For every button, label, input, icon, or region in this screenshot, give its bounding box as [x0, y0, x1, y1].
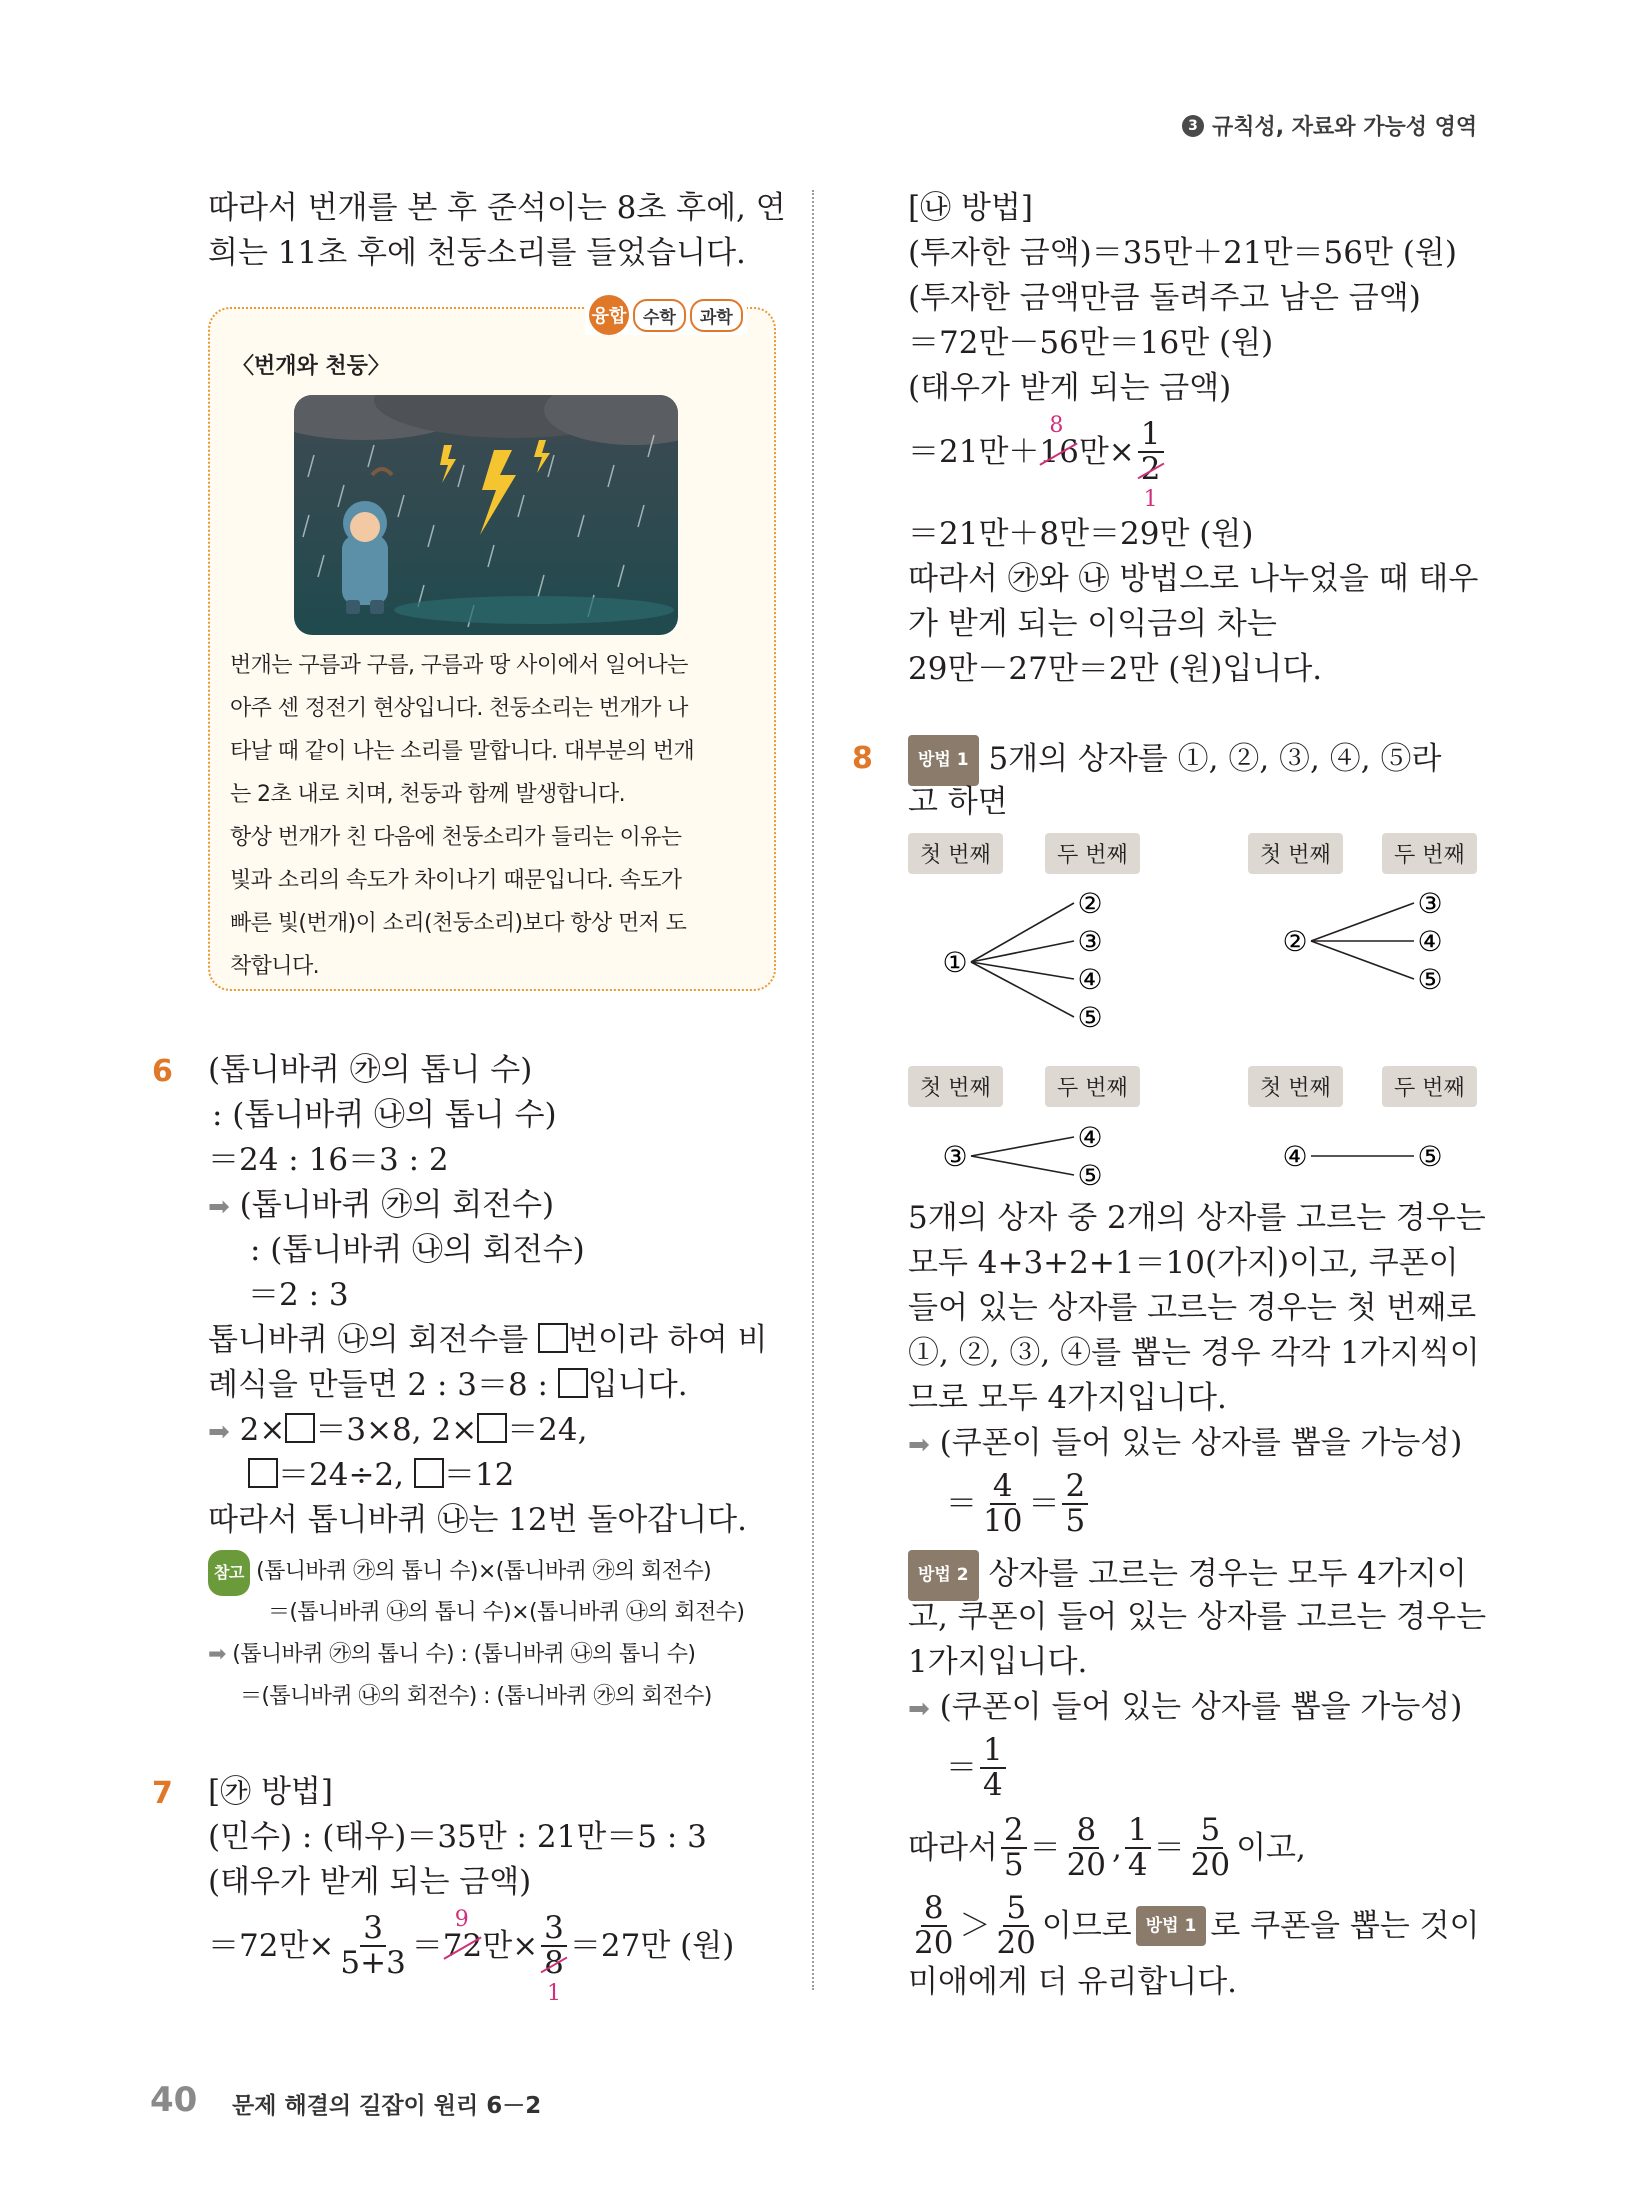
q8-para-2: 모두 4+3+2+1＝10(가지)이고, 쿠폰이 — [908, 1245, 1459, 1281]
q8-conclusion-1-text: 따라서 — [908, 1829, 998, 1866]
equals: ＝ — [1153, 1829, 1185, 1866]
tree-branch — [971, 903, 1074, 962]
tag-math: 수학 — [633, 299, 686, 332]
q7b-line-8: 가 받게 되는 이익금의 차는 — [908, 606, 1277, 642]
fraction — [1001, 1814, 1027, 1881]
tree-branch — [971, 941, 1074, 962]
fraction-denominator: 10 — [983, 1502, 1023, 1539]
q7b-eq-part-1: ＝21만＋ — [908, 433, 1040, 470]
tree-leaf: ④ — [1417, 925, 1443, 958]
tree-leaf: ② — [1077, 887, 1103, 920]
fraction — [1064, 1814, 1109, 1881]
box-line: 타날 때 같이 나는 소리를 말합니다. 대부분의 번개 — [230, 739, 695, 764]
arrow-icon: ➡ — [208, 1417, 230, 1447]
fraction-denominator: 4 — [983, 1766, 1003, 1803]
tree-leaf: ④ — [1077, 1121, 1103, 1154]
tree-root: ④ — [1282, 1140, 1308, 1173]
fraction-denominator: 8 — [541, 1947, 567, 1980]
fraction — [1188, 1814, 1233, 1881]
q8-conclusion-3: 미애에게 더 유리합니다. — [908, 1964, 1238, 2000]
q8-intro-1-text: 5개의 상자를 ①, ②, ③, ④, ⑤라 — [988, 741, 1442, 777]
intro-line-2: 희는 11초 후에 천둥소리를 들었습니다. — [208, 235, 746, 271]
fraction — [993, 1892, 1038, 1959]
tree-leaf: ③ — [1417, 887, 1443, 920]
box-line: 빠른 빛(번개)이 소리(천둥소리)보다 항상 먼저 도 — [230, 911, 687, 936]
tree-2-col-first: 첫 번째 — [1248, 833, 1343, 874]
fraction-denominator: 20 — [914, 1924, 954, 1961]
q7b-line-2: (투자한 금액)＝35만＋21만＝56만 (원) — [908, 235, 1457, 271]
q8-conclusion-2 — [908, 1892, 1479, 1959]
fraction-numerator: 5 — [1197, 1814, 1223, 1849]
section-title: 규칙성, 자료와 가능성 영역 — [1212, 115, 1478, 140]
fraction-numerator: 1 — [1138, 418, 1164, 453]
q6-line-9-c: ＝24, — [507, 1412, 588, 1448]
tree-branch — [1311, 903, 1414, 941]
q8-para-6 — [908, 1421, 1462, 1468]
cancelled-value: 16 — [1039, 433, 1079, 470]
fraction-denominator: 20 — [1190, 1846, 1231, 1883]
q6-line-10-b: ＝12 — [443, 1457, 515, 1493]
arrow-icon: ➡ — [208, 1192, 230, 1222]
box-line: 착합니다. — [230, 954, 320, 979]
fraction-numerator: 4 — [990, 1470, 1016, 1505]
fraction-numerator: 8 — [1073, 1814, 1099, 1849]
cancel-result: 8 — [1049, 412, 1064, 438]
tree-1-col-first: 첫 번째 — [908, 833, 1003, 874]
fraction-denominator: 4 — [1127, 1846, 1148, 1883]
q8-conclusion-1 — [908, 1814, 1306, 1881]
question-number-7: 7 — [152, 1776, 173, 1811]
q6-line-7-b: 번이라 하여 비 — [568, 1322, 768, 1358]
fraction-numerator: 2 — [1001, 1814, 1027, 1849]
method-1-badge: 방법 1 — [1136, 1906, 1207, 1946]
tree-root: ① — [942, 946, 968, 979]
q6-line-9-a: 2× — [239, 1412, 286, 1448]
tree-branch — [971, 1156, 1074, 1175]
q8-conclusion-2-b: 로 쿠폰을 뽑는 것이 — [1210, 1907, 1480, 1944]
q7-eq-part-3: 만× — [482, 1927, 539, 1964]
tree-leaf: ④ — [1077, 963, 1103, 996]
q8-probability-b — [946, 1734, 1009, 1801]
q7b-line-4: ＝72만－56만＝16만 (원) — [908, 325, 1274, 361]
fraction — [1125, 1814, 1151, 1881]
method-1-badge: 방법 1 — [908, 735, 979, 786]
tree-leaf: ⑤ — [1077, 1001, 1103, 1034]
fraction-numerator: 1 — [1125, 1814, 1151, 1849]
tree-root: ② — [1282, 925, 1308, 958]
q6-line-8-a: 례식을 만들면 2 : 3＝8 : — [208, 1367, 558, 1403]
q7b-line-1: [㉯ 방법] — [908, 190, 1033, 226]
tree-leaf: ⑤ — [1417, 963, 1443, 996]
q8-para-3: 들어 있는 상자를 고르는 경우는 첫 번째로 — [908, 1290, 1477, 1326]
tree-branch — [1311, 941, 1414, 979]
equals: ＝ — [946, 1749, 977, 1786]
fraction-numerator: 2 — [1062, 1470, 1088, 1505]
q8-intro-2: 고 하면 — [908, 784, 1008, 820]
tree-branch — [971, 1137, 1074, 1156]
question-number-8: 8 — [852, 741, 873, 776]
tree-2-col-second: 두 번째 — [1382, 833, 1477, 874]
note-text-3: (톱니바퀴 ㉮의 톱니 수) : (톱니바퀴 ㉯의 톱니 수) — [232, 1642, 696, 1667]
cancel-result: 1 — [1143, 487, 1158, 512]
fraction-denominator: 20 — [996, 1924, 1036, 1961]
fraction-denominator: 5+3 — [340, 1944, 406, 1981]
q8-para-1: 5개의 상자 중 2개의 상자를 고르는 경우는 — [908, 1200, 1486, 1236]
q8-probability-a — [946, 1470, 1091, 1537]
question-number-6: 6 — [152, 1054, 173, 1089]
q7b-line-5: (태우가 받게 되는 금액) — [908, 370, 1232, 406]
greater-than: ＞ — [959, 1907, 991, 1944]
q8-para-6-text: (쿠폰이 들어 있는 상자를 뽑을 가능성) — [939, 1425, 1463, 1461]
equals: ＝ — [1029, 1829, 1061, 1866]
q8-method2-text-4: (쿠폰이 들어 있는 상자를 뽑을 가능성) — [939, 1689, 1463, 1725]
fraction-numerator: 3 — [541, 1912, 567, 1947]
fraction — [911, 1892, 956, 1959]
q6-line-7-a: 톱니바퀴 ㉯의 회전수를 — [208, 1322, 539, 1358]
equals: ＝ — [946, 1485, 977, 1522]
note-text-1: (톱니바퀴 ㉮의 톱니 수)×(톱니바퀴 ㉮의 회전수) — [256, 1559, 712, 1584]
cancel-result: 1 — [547, 1981, 562, 2006]
fraction-numerator: 3 — [360, 1912, 386, 1947]
q6-line-11: 따라서 톱니바퀴 ㉯는 12번 돌아갑니다. — [208, 1502, 747, 1538]
tree-leaf: ⑤ — [1417, 1140, 1443, 1173]
intro-line-1: 따라서 번개를 본 후 준석이는 8초 후에, 연 — [208, 190, 786, 226]
q6-line-1: (톱니바퀴 ㉮의 톱니 수) — [208, 1052, 533, 1088]
tree-3-col-second: 두 번째 — [1045, 1066, 1140, 1107]
q6-line-2: : (톱니바퀴 ㉯의 톱니 수) — [212, 1097, 557, 1133]
fraction — [1062, 1470, 1088, 1537]
method-2-badge: 방법 2 — [908, 1550, 979, 1601]
note-line-4: ＝(톱니바퀴 ㉯의 회전수) : (톱니바퀴 ㉮의 회전수) — [240, 1684, 712, 1709]
q8-method2-line-4 — [908, 1685, 1462, 1732]
q7b-line-3: (투자한 금액만큼 돌려주고 남은 금액) — [908, 280, 1421, 316]
q6-line-4-text: (톱니바퀴 ㉮의 회전수) — [239, 1187, 555, 1223]
cancel-result: 9 — [454, 1906, 469, 1932]
q7-line-3: (태우가 받게 되는 금액) — [208, 1864, 532, 1900]
fusion-badge: 융합 — [589, 295, 629, 335]
arrow-icon: ➡ — [908, 1694, 930, 1724]
comma: , — [1112, 1829, 1122, 1866]
note-line-2: ＝(톱니바퀴 ㉯의 톱니 수)×(톱니바퀴 ㉯의 회전수) — [268, 1600, 745, 1625]
tag-science: 과학 — [690, 299, 743, 332]
q7-eq-part-2: ＝ — [411, 1927, 443, 1964]
q7b-eq-part-2: 만× — [1078, 433, 1135, 470]
page-footer-title: 문제 해결의 길잡이 원리 6－2 — [232, 2093, 542, 2119]
fraction-numerator: 1 — [980, 1734, 1006, 1769]
tree-root: ③ — [942, 1140, 968, 1173]
box-line: 번개는 구름과 구름, 구름과 땅 사이에서 일어나는 — [230, 653, 688, 678]
note-badge: 참고 — [208, 1550, 250, 1596]
fraction — [980, 1470, 1025, 1537]
q8-method2-text-1: 상자를 고르는 경우는 모두 4가지이 — [988, 1556, 1467, 1592]
box-line: 는 2초 내로 치며, 천둥과 함께 발생합니다. — [230, 782, 625, 807]
q7b-line-6: ＝21만＋8만＝29만 (원) — [908, 516, 1254, 552]
q7-line-1: [㉮ 방법] — [208, 1774, 333, 1810]
q8-para-5: 므로 모두 4가지입니다. — [908, 1380, 1227, 1416]
box-title: 〈번개와 천둥〉 — [232, 354, 390, 379]
fraction-numerator: 5 — [1003, 1892, 1029, 1927]
arrow-icon: ➡ — [908, 1430, 930, 1460]
q6-line-6: ＝2 : 3 — [248, 1277, 349, 1313]
arrow-icon: ➡ — [208, 1642, 226, 1667]
q8-conclusion-2-a: 이므로 — [1041, 1907, 1132, 1944]
tree-4-col-first: 첫 번째 — [1248, 1066, 1343, 1107]
q8-conclusion-1-end: 이고, — [1236, 1829, 1306, 1866]
fraction-denominator: 2 — [1138, 453, 1164, 486]
tree-3-col-first: 첫 번째 — [908, 1066, 1003, 1107]
fraction — [980, 1734, 1006, 1801]
q8-para-4: ①, ②, ③, ④를 뽑는 경우 각각 1가지씩이 — [908, 1335, 1480, 1371]
fraction-denominator: 20 — [1066, 1846, 1107, 1883]
equals: ＝ — [1028, 1485, 1060, 1522]
fraction-denominator: 5 — [1065, 1502, 1086, 1539]
fraction-denominator: 5 — [1003, 1846, 1024, 1883]
tree-1-col-second: 두 번째 — [1045, 833, 1140, 874]
box-line: 빛과 소리의 속도가 차이나기 때문입니다. 속도가 — [230, 868, 682, 893]
section-number-badge: 3 — [1182, 115, 1204, 137]
box-line: 항상 번개가 친 다음에 천둥소리가 들리는 이유는 — [230, 825, 682, 850]
q8-method2-line-1 — [908, 1550, 1467, 1601]
q7-eq-part-4: ＝27만 (원) — [569, 1927, 735, 1964]
page-number: 40 — [150, 2080, 198, 2120]
q6-line-5: : (톱니바퀴 ㉯의 회전수) — [250, 1232, 585, 1268]
tree-4-col-second: 두 번째 — [1382, 1066, 1477, 1107]
q6-line-10-a: ＝24÷2, — [278, 1457, 414, 1493]
tree-leaf: ⑤ — [1077, 1159, 1103, 1192]
q7b-line-7: 따라서 ㉮와 ㉯ 방법으로 나누었을 때 태우 — [908, 561, 1479, 597]
q7-eq-part-1: ＝72만× — [208, 1927, 335, 1964]
box-line: 아주 센 정전기 현상입니다. 천둥소리는 번개가 나 — [230, 696, 688, 721]
fraction-numerator: 8 — [921, 1892, 947, 1927]
q6-line-8-b: 입니다. — [587, 1367, 688, 1403]
q7b-line-9: 29만－27만＝2만 (원)입니다. — [908, 651, 1323, 687]
cancelled-value: 72 — [442, 1927, 483, 1964]
q6-line-3: ＝24 : 16＝3 : 2 — [208, 1142, 449, 1178]
q6-line-9-b: ＝3×8, 2× — [315, 1412, 478, 1448]
q8-method2-line-2: 고, 쿠폰이 들어 있는 상자를 고르는 경우는 — [908, 1599, 1487, 1635]
tree-leaf: ③ — [1077, 925, 1103, 958]
q7-line-2: (민수) : (태우)＝35만 : 21만＝5 : 3 — [208, 1819, 707, 1855]
q8-method2-line-3: 1가지입니다. — [908, 1644, 1088, 1680]
